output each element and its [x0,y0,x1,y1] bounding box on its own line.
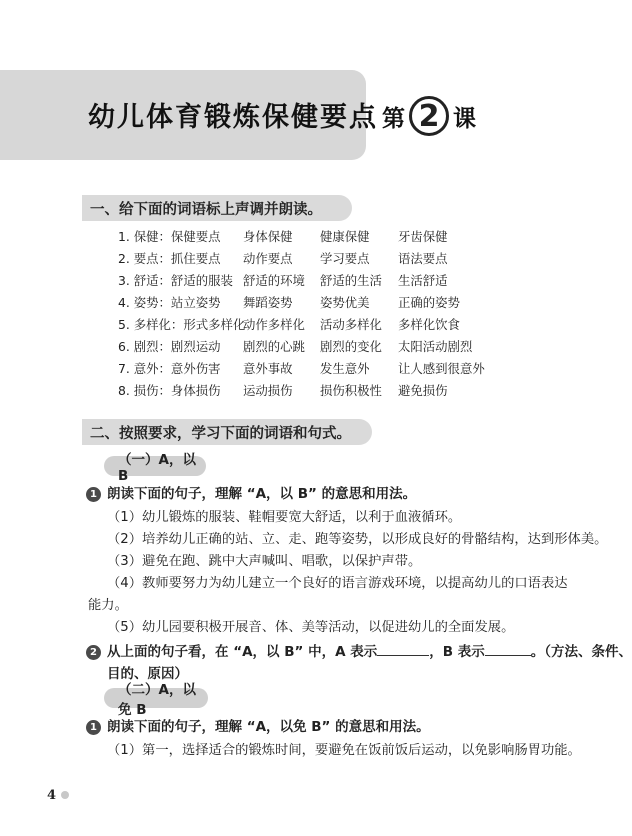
vocab-phrase: 运动损伤 [243,383,293,398]
vocab-phrase: 动作要点 [243,251,293,266]
section-2-heading: 二、按照要求，学习下面的词语和句式。 [82,419,372,445]
vocab-phrase: 学习要点 [320,251,370,266]
vocab-row [118,382,488,400]
vocab-phrase: 健康保健 [320,229,370,244]
vocab-phrase: 剧烈的心跳 [243,339,305,354]
question-number-badge: 1 [86,720,101,735]
vocab-phrase: 牙齿保健 [398,229,448,244]
vocab-term: 7. 意外：意外伤害 [118,361,221,376]
example-sentence: （2）培养幼儿正确的站、立、走、跑等姿势，以形成良好的骨骼结构，达到形体美。 [107,532,608,547]
vocab-phrase: 语法要点 [398,251,448,266]
vocab-phrase: 生活舒适 [398,273,448,288]
blank-b-field[interactable] [485,643,531,656]
question-text: ，B 表示 [429,644,485,660]
vocab-term: 1. 保健：保健要点 [118,229,221,244]
subsection-label-a-yi-b: （一）A，以 B [104,456,206,476]
vocab-phrase: 舒适的环境 [243,273,305,288]
question-instruction: 朗读下面的句子，理解 “A，以 B” 的意思和用法。 [107,486,417,502]
subsection-label-a-yimian-b: （二）A，以免 B [104,688,208,708]
vocab-phrase: 多样化饮食 [398,317,460,332]
vocab-row [118,338,488,356]
vocab-term: 3. 舒适：舒适的服装 [118,273,233,288]
vocab-phrase: 舞蹈姿势 [243,295,293,310]
vocab-row [118,250,488,268]
vocab-phrase: 正确的姿势 [398,295,460,310]
example-sentence: （1）第一，选择适合的锻炼时间，要避免在饭前饭后运动，以免影响肠胃功能。 [107,743,581,758]
vocab-term: 2. 要点：抓住要点 [118,251,221,266]
vocab-term: 4. 姿势：站立姿势 [118,295,221,310]
vocab-phrase: 避免损伤 [398,383,448,398]
vocab-term: 6. 剧烈：剧烈运动 [118,339,221,354]
section-1-heading: 一、给下面的词语标上声调并朗读。 [82,195,352,221]
question-text: 从上面的句子看，在 “A，以 B” 中，A 表示 [107,644,378,660]
lesson-badge [382,95,476,137]
example-sentence: （1）幼儿锻炼的服装、鞋帽要宽大舒适，以利于血液循环。 [107,510,462,525]
page-title: 幼儿体育锻炼保健要点 [88,102,378,133]
vocab-phrase: 让人感到很意外 [398,361,485,376]
vocab-row [118,294,488,312]
vocab-phrase: 太阳活动剧烈 [398,339,473,354]
example-sentence-continuation: 能力。 [88,598,128,613]
vocab-phrase: 身体保健 [243,229,293,244]
question-instruction: 朗读下面的句子，理解 “A，以免 B” 的意思和用法。 [107,719,430,735]
vocab-phrase: 姿势优美 [320,295,370,310]
vocab-phrase: 剧烈的变化 [320,339,382,354]
blank-a-field[interactable] [377,643,429,656]
lesson-prefix: 第 [382,104,405,132]
example-sentence: （5）幼儿园要积极开展音、体、美等活动，以促进幼儿的全面发展。 [107,620,515,635]
vocab-term: 5. 多样化：形式多样化 [118,317,246,332]
question-number-badge: 2 [86,645,101,660]
page-dot-decoration [61,791,69,799]
question-number-badge: 1 [86,487,101,502]
page-number: 4 [47,788,57,803]
lesson-suffix: 课 [453,104,476,132]
vocab-phrase: 意外事故 [243,361,293,376]
vocab-phrase: 舒适的生活 [320,273,382,288]
fill-blank-question [107,643,632,661]
vocab-row [118,316,488,334]
vocab-phrase: 发生意外 [320,361,370,376]
vocab-row [118,272,488,290]
vocab-phrase: 动作多样化 [243,317,305,332]
vocab-row [118,228,488,246]
example-sentence: （4）教师要努力为幼儿建立一个良好的语言游戏环境，以提高幼儿的口语表达 [107,576,568,591]
vocab-term: 8. 损伤：身体损伤 [118,383,221,398]
vocab-phrase: 活动多样化 [320,317,382,332]
vocab-row [118,360,488,378]
question-options: 目的、原因） [107,666,188,682]
vocab-phrase: 损伤积极性 [320,383,382,398]
example-sentence: （3）避免在跑、跳中大声喊叫、唱歌，以保护声带。 [107,554,422,569]
lesson-number: 2 [409,96,449,136]
question-text: 。（方法、条件、 [530,644,632,660]
